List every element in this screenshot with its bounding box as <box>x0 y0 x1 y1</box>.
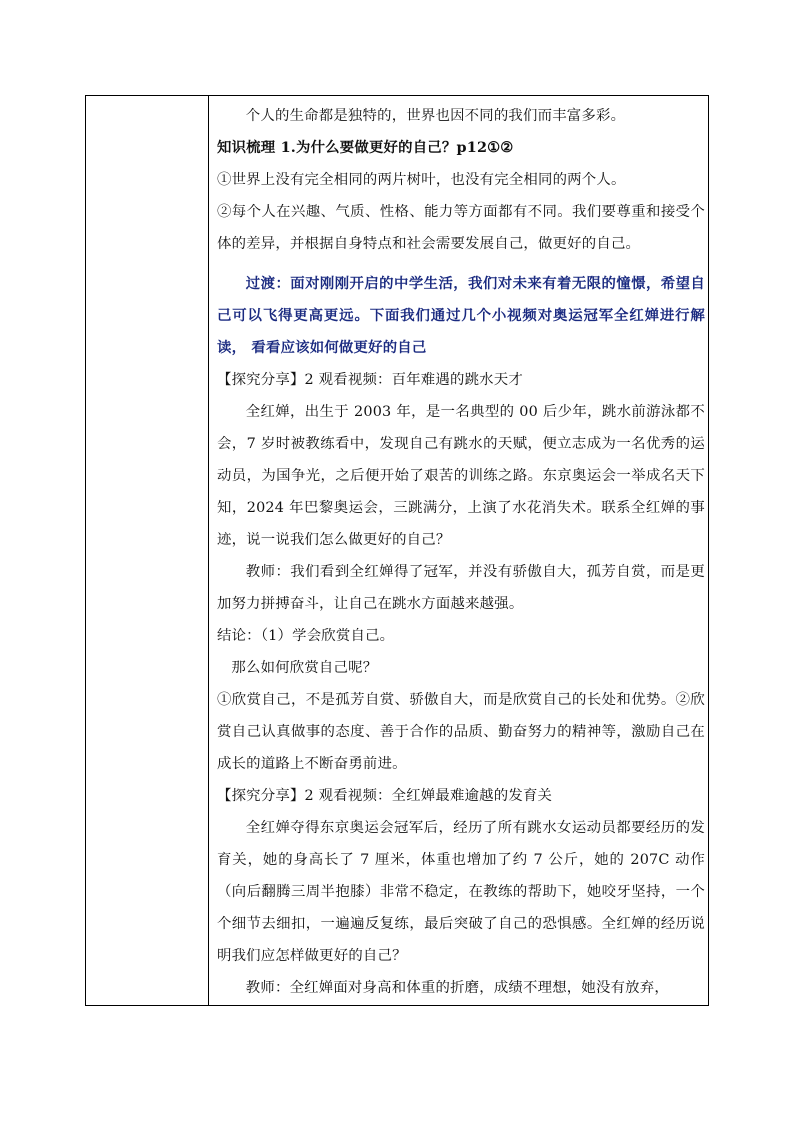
question-how: 那么如何欣赏自己呢？ <box>231 660 378 676</box>
lesson-content <box>217 100 705 1004</box>
lesson-table <box>85 95 709 1006</box>
knowledge-point-2: ②每个人在兴趣、气质、性格、能力等方面都有不同。我们要尊重和接受个体的差异，并根据自身特点和社会需要发展自己，做更好的自己。 <box>217 204 705 252</box>
teacher-comment-1: 教师：我们看到全红婵得了冠军，并没有骄傲自大，孤芳自赏，而是更加努力拼搏奋斗，让自己在跳水方面越来越强。 <box>217 564 705 612</box>
story-paragraph-2: 全红婵夺得东京奥运会冠军后，经历了所有跳水女运动员都要经历的发育关，她的身高长了 7 厘米，体重也增加了约 7 公斤，她的 207C 动作（向后翻腾三周半抱膝）非常不稳定，在教练的帮助下，她咬牙坚持，一个个细节去细扣，一遍遍反复练，最后突破了自己的恐惧感。全红婵的经历说明我们应怎样做更好的自己？ <box>217 820 705 964</box>
intro-sentence: 个人的生命都是独特的，世界也因不同的我们而丰富多彩。 <box>245 108 626 124</box>
teacher-comment-2: 教师：全红婵面对身高和体重的折磨，成绩不理想，她没有放弃， <box>245 980 669 996</box>
appreciate-points: ①欣赏自己，不是孤芳自赏、骄傲自大，而是欣赏自己的长处和优势。②欣赏自己认真做事的态度、善于合作的品质、勤奋努力的精神等，激励自己在成长的道路上不断奋勇前进。 <box>217 692 705 772</box>
story-paragraph-1: 全红婵，出生于 2003 年，是一名典型的 00 后少年，跳水前游泳都不会，7 岁时被教练看中，发现自己有跳水的天赋，便立志成为一名优秀的运动员，为国争光，之后便开始了艰苦的训练之路。东京奥运会一举成名天下知，2024 年巴黎奥运会，三跳满分，上演了水花消失术。联系全红婵的事迹，说一说我们怎么做更好的自己？ <box>217 404 705 548</box>
knowledge-point-1: ①世界上没有完全相同的两片树叶，也没有完全相同的两个人。 <box>217 172 626 188</box>
explore-heading-1: 【探究分享】2 观看视频：百年难遇的跳水天才 <box>217 372 523 388</box>
transition-paragraph: 过渡：面对刚刚开启的中学生活，我们对未来有着无限的憧憬，希望自己可以飞得更高更远。下面我们通过几个小视频对奥运冠军全红婵进行解读， 看看应该如何做更好的自己 <box>217 275 705 356</box>
explore-heading-2: 【探究分享】2 观看视频：全红婵最难逾越的发育关 <box>217 788 553 804</box>
knowledge-heading: 知识梳理 1.为什么要做更好的自己？p12①② <box>217 139 514 156</box>
column-divider <box>208 96 209 1005</box>
conclusion-1: 结论：（1）学会欣赏自己。 <box>217 628 395 644</box>
